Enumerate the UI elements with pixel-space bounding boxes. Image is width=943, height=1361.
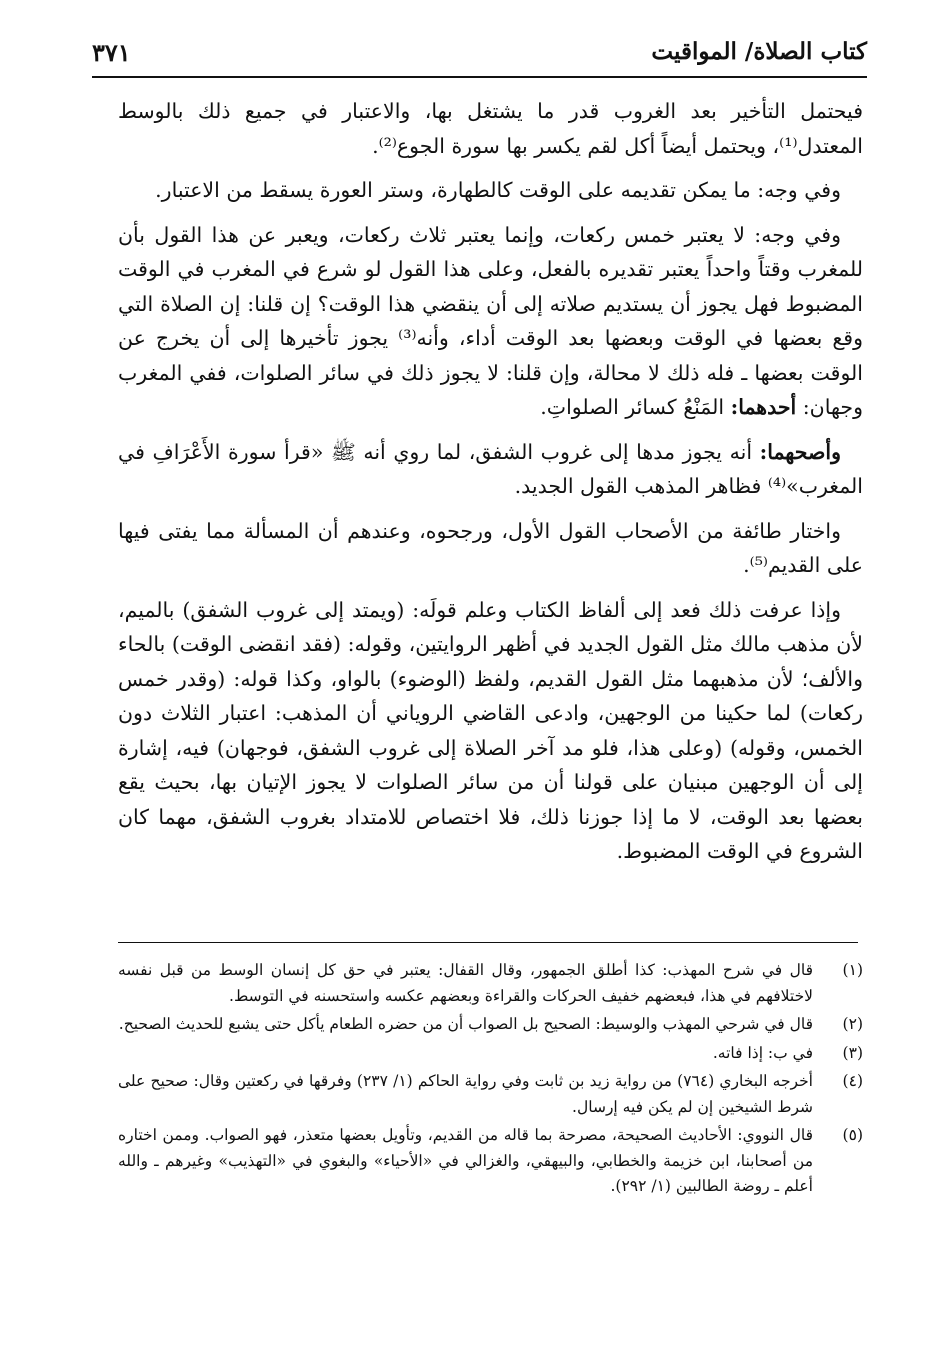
footnote-2	[118, 1012, 863, 1038]
paragraph-3-text: وفي وجه: لا يعتبر خمس ركعات، وإنما يعتبر ثلاث ركعات، ويعبر عن هذا القول بأن للمغرب وقتاً واحداً يعتبر تقديره بالفعل، وعلى هذا القول لو شرع في المغرب في الوقت المضبوط فهل يجوز أن يستديم صلاته إلى أن ينقضي هذا الوقت؟ إن قلنا: إن الصلاة التي وقع بعضها في الوقت وبعضها بعد الوقت أداء، وأنه⁽³⁾ يجوز تأخيرها إلى أن يخرج عن الوقت بعضها ـ فله ذلك لا محالة، وإن قلنا: لا يجوز ذلك في سائر الصلوات، ففي المغرب وجهان:	[118, 222, 864, 419]
footnote-5	[118, 1123, 863, 1200]
footnote-text: في ب: إذا فاته.	[712, 1043, 813, 1062]
paragraph-3-bold: أحدهما:	[730, 395, 797, 419]
paragraph-4	[118, 435, 863, 504]
paragraph-2-text: وفي وجه: ما يمكن تقديمه على الوقت كالطهارة، وستر العورة يسقط من الاعتبار.	[155, 178, 841, 202]
footnote-number: (٣)	[842, 1043, 863, 1062]
paragraph-1	[118, 94, 863, 163]
running-title: كتاب الصلاة/ المواقيت	[651, 38, 867, 65]
paragraph-2	[118, 173, 863, 208]
page-number: ٣٧١	[92, 38, 131, 67]
paragraph-5-text: واختار طائفة من الأصحاب القول الأول، ورجحوه، وعندهم أن المسألة مما يفتى فيها على القديم⁽⁵⁾.	[118, 518, 863, 577]
paragraph-4-text: أنه يجوز مدها إلى غروب الشفق، لما روي أنه ﷺ «قرأ سورة الأَعْرَافِ في المغرب»⁽⁴⁾ فظاهر المذهب القول الجديد.	[118, 439, 863, 498]
footnote-number: (٤)	[842, 1072, 863, 1090]
page-header	[92, 32, 867, 78]
footnote-text: قال في شرح المهذب: كذا أطلق الجمهور، وقال القفال: يعتبر في حق كل إنسان الوسط من قبل نفسه لاختلافهم في هذا، فبعضهم خفيف الحركات والقراءة وبعضهم عكسه واستحسنه في التوسط.	[118, 961, 813, 1005]
footnote-1	[118, 958, 863, 1009]
footnote-number: (١)	[842, 961, 863, 979]
footnote-text: أخرجه البخاري (٧٦٤) من رواية زيد بن ثابت وفي رواية الحاكم (١/ ٢٣٧) وفرقها في ركعتين وقال: صحيح على شرط الشيخين إن لم يكن فيه إرسال.	[118, 1072, 813, 1116]
paragraph-3-end: المَنْعُ كسائر الصلواتِ.	[540, 395, 725, 419]
footnote-4	[118, 1069, 863, 1120]
paragraph-5	[118, 514, 863, 583]
paragraph-4-bold: وأصحهما:	[759, 439, 841, 464]
paragraph-1-text: فيحتمل التأخير بعد الغروب قدر ما يشتغل بها، والاعتبار في جميع ذلك بالوسط المعتدل⁽¹⁾، ويحتمل أيضاً أكل لقم يكسر بها سورة الجوع⁽²⁾.	[118, 99, 863, 158]
main-text	[118, 94, 863, 869]
footnote-3	[118, 1041, 863, 1067]
footnote-text: قال في شرحي المهذب والوسيط: الصحيح بل الصواب أن من حضره الطعام يأكل حتى يشبع للحديث الصحيح.	[118, 1015, 813, 1033]
paragraph-6-text: وإذا عرفت ذلك فعد إلى ألفاظ الكتاب وعلم قولَه: (ويمتد إلى غروب الشفق) بالميم، لأن مذهب مالك مثل القول الجديد في أظهر الروايتين، وقوله: (فقد انقضى الوقت) بالحاء والألف؛ لأن مذهبهما مثل القول القديم، ولفظ (الوضوء) بالواو، وكذا قوله: (وقدر خمس ركعات) لما حكينا من الوجهين، وادعى القاضي الروياني أن المذهب: اعتبار الثلاث دون الخمس، وقوله) (وعلى هذا، فلو مد آخر الصلاة إلى غروب الشفق، فوجهان) فيه، إشارة إلى أن الوجهين مبنيان على قولنا أن من سائر الصلوات لا يجوز الإتيان بها، بحيث يقع بعضها بعد الوقت، لا ما إذا جوزنا ذلك، فلا اختصاص للامتداد بغروب الشفق، مهما كان الشروع في الوقت المضبوط.	[118, 597, 863, 863]
footnote-number: (٢)	[842, 1015, 863, 1033]
footnote-text: قال النووي: الأحاديث الصحيحة، مصرحة بما قاله من القديم، وتأويل بعضها متعذر، فهو الصواب. وممن اختاره من أصحابنا، ابن خزيمة والخطابي، والبيهقي، والغزالي في «الأحياء» والبغوي في «التهذيب» وغيرهم ـ والله أعلم ـ روضة الطالبين (١/ ٢٩٢).	[118, 1126, 813, 1195]
footnotes	[118, 958, 863, 1203]
footnote-number: (٥)	[842, 1126, 863, 1144]
paragraph-3	[118, 218, 863, 425]
footnote-divider	[118, 942, 858, 943]
paragraph-6	[118, 593, 863, 869]
